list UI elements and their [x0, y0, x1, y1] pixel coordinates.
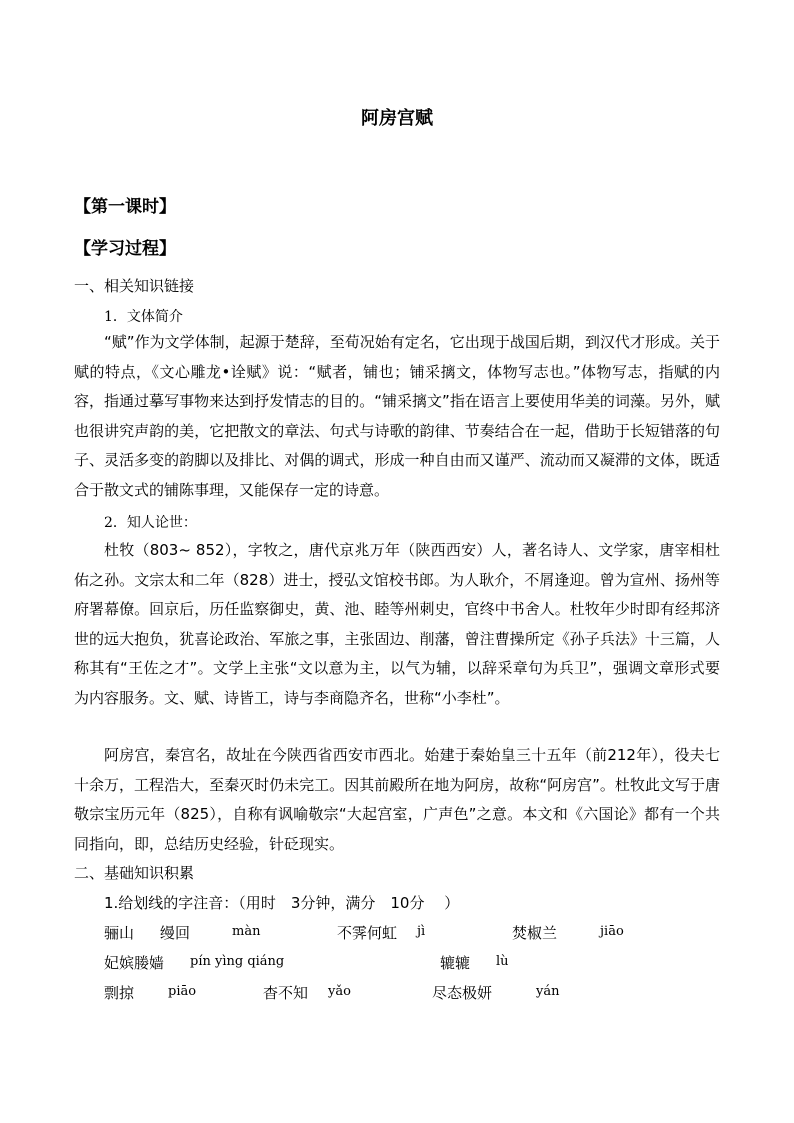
- vocab-word: 缦回: [160, 924, 191, 942]
- vocab-pinyin: lù: [496, 954, 509, 969]
- vocab-word: 尽态极妍: [432, 984, 493, 1002]
- section1-heading: 一、相关知识链接: [74, 277, 195, 295]
- process-label: 【学习过程】: [74, 239, 176, 259]
- vocab-pinyin: màn: [232, 924, 261, 939]
- vocab-pinyin: pín yìng qiáng: [190, 954, 285, 969]
- vocab-word: 妃嫔媵嫱: [104, 954, 165, 972]
- lesson-label: 【第一课时】: [74, 197, 176, 217]
- vocab-word: 焚椒兰: [512, 924, 558, 942]
- vocab-word: 杳不知: [263, 984, 309, 1002]
- section2-heading: 二、基础知识积累: [74, 864, 195, 882]
- vocab-word: 不霁何虹: [337, 924, 398, 942]
- section1-sub2: 2．知人论世：: [104, 515, 197, 531]
- vocab-pinyin: yǎo: [328, 984, 351, 999]
- palace-background-paragraph: 阿房宫，秦宫名，故址在今陕西省西安市西北。始建于秦始皇三十五年（前212年），役夫七十余万，工程浩大，至秦灭时仍未完工。因其前殿所在地为阿房，故称“阿房宫”。杜牧此文写于唐敬宗宝历元年（825），自称有讽喻敬宗“大起宫室，广声色”之意。本文和《六国论》都有一个共同指向，即，总结历史经验，针砭现实。: [74, 746, 720, 853]
- page-title: 阿房宫赋: [361, 108, 433, 129]
- author-bio-paragraph: 杜牧（803~ 852），字牧之，唐代京兆万年（陕西西安）人，著名诗人、文学家，唐宰相杜佑之孙。文宗太和二年（828）进士，授弘文馆校书郎。为人耿介，不屑逢迎。曾为宣州、扬州等府署幕僚。回京后，历任监察御史，黄、池、睦等州刺史，官终中书舍人。杜牧年少时即有经邦济世的远大抱负，犹喜论政治、军旅之事，主张固边、削藩，曾注曹操所定《孙子兵法》十三篇，人称其有“王佐之才”。文学上主张“文以意为主，以气为辅，以辞采章句为兵卫”，强调文章形式要为内容服务。文、赋、诗皆工，诗与李商隐齐名，世称“小李杜”。: [74, 541, 720, 707]
- vocab-word: 辘辘: [440, 954, 471, 972]
- vocab-word: 剽掠: [104, 984, 135, 1002]
- section1-sub1: 1．文体简介: [104, 309, 183, 325]
- vocab-pinyin: piāo: [168, 984, 197, 999]
- vocab-pinyin: jì: [417, 924, 426, 939]
- vocab-pinyin: jiāo: [600, 924, 624, 939]
- vocab-pinyin: yán: [536, 984, 560, 999]
- vocab-word: 骊山: [104, 924, 135, 942]
- question-1: 1.给划线的字注音：（用时 3分钟，满分 10分 ）: [104, 894, 460, 912]
- genre-intro-paragraph: “赋”作为文学体制，起源于楚辞，至荀况始有定名，它出现于战国后期，到汉代才形成。关于赋的特点，《文心雕龙•诠赋》说：“赋者，铺也；铺采摛文，体物写志也。”体物写志，指赋的内容，指通过摹写事物来达到抒发情志的目的。“铺采摛文”指在语言上要使用华美的词藻。另外，赋也很讲究声韵的美，它把散文的章法、句式与诗歌的韵律、节奏结合在一起，借助于长短错落的句子、灵活多变的韵脚以及排比、对偶的调式，形成一种自由而又谨严、流动而又凝滞的文体，既适合于散文式的铺陈事理，又能保存一定的诗意。: [74, 333, 720, 499]
